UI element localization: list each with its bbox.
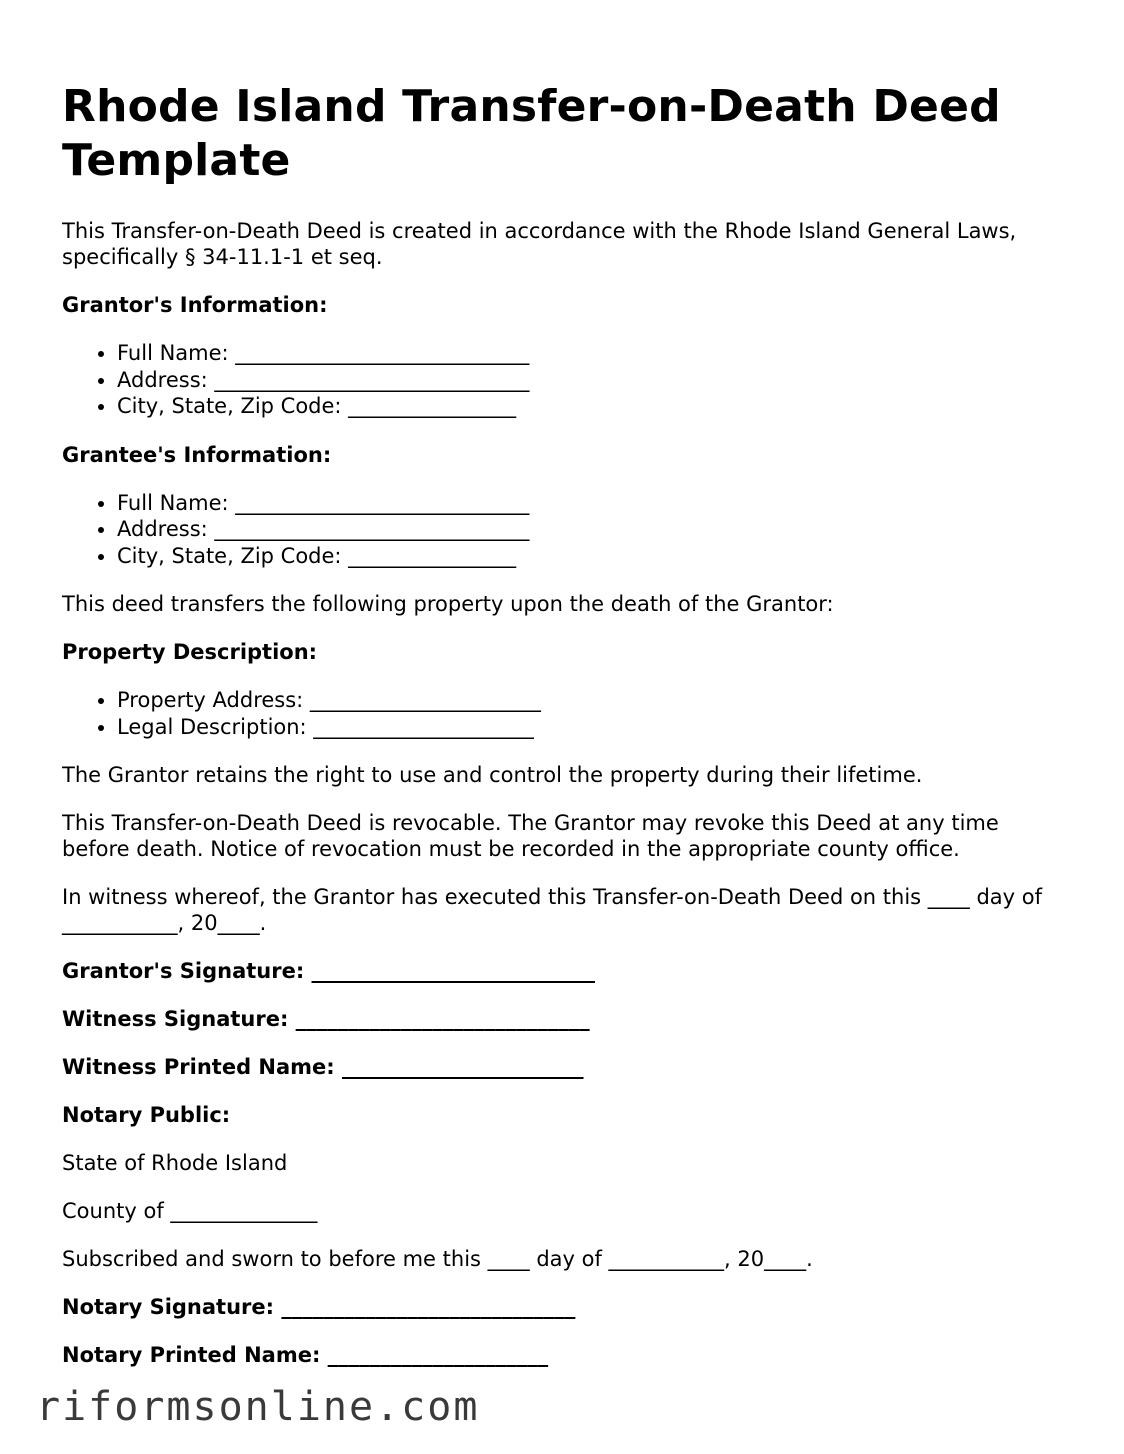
grantor-address: • Address: ______________________________ [117, 367, 1072, 394]
witness-whereof-paragraph: In witness whereof, the Grantor has executed this Transfer-on-Death Deed on this ____ day of ___________, 20____. [62, 885, 1043, 935]
grantee-city-state-zip: • City, State, Zip Code: ________________ [117, 543, 1072, 570]
document-title: Rhode Island Transfer-on-Death Deed Template [62, 81, 1001, 186]
retains-right-paragraph: The Grantor retains the right to use and control the property during their lifetime. [62, 763, 923, 787]
notary-signature-line: Notary Signature: ____________________________ [62, 1295, 576, 1319]
property-description-heading: Property Description: [62, 640, 318, 664]
grantor-city-state-zip: • City, State, Zip Code: ________________ [117, 393, 1072, 420]
witness-signature-line: Witness Signature: ____________________________ [62, 1007, 590, 1031]
grantee-address: • Address: ______________________________ [117, 516, 1072, 543]
grantor-info-heading: Grantor's Information: [62, 293, 328, 317]
notary-printed-name-line: Notary Printed Name: _____________________ [62, 1343, 549, 1367]
transfer-statement: This deed transfers the following property upon the death of the Grantor: [62, 592, 834, 616]
witness-printed-name-line: Witness Printed Name: _______________________ [62, 1055, 584, 1079]
grantee-info-heading: Grantee's Information: [62, 442, 332, 467]
intro-paragraph: This Transfer-on-Death Deed is created in accordance with the Rhode Island General Laws, specifically § 34-11.1-1 et seq. [62, 219, 1017, 269]
document-page [62, 80, 1072, 1390]
grantee-full-name: • Full Name: ____________________________ [117, 490, 1072, 517]
grantee-info-list [62, 490, 1072, 570]
revocable-paragraph: This Transfer-on-Death Deed is revocable. The Grantor may revoke this Deed at any time before death. Notice of revocation must be recorded in the appropriate county office. [62, 811, 999, 861]
legal-description: • Legal Description: _____________________ [117, 714, 1072, 741]
property-address: • Property Address: ______________________ [117, 687, 1072, 714]
grantor-full-name: • Full Name: ____________________________ [117, 340, 1072, 367]
notary-county: County of ______________ [62, 1199, 318, 1223]
grantor-signature-line: Grantor's Signature: ___________________________ [62, 959, 596, 983]
notary-state: State of Rhode Island [62, 1151, 288, 1175]
notary-subscribed-statement: Subscribed and sworn to before me this ____ day of ___________, 20____. [62, 1247, 813, 1271]
notary-public-heading: Notary Public: [62, 1103, 231, 1127]
property-description-list [62, 687, 1072, 740]
site-watermark: riformsonline.com [36, 1384, 480, 1430]
grantor-info-list [62, 340, 1072, 420]
